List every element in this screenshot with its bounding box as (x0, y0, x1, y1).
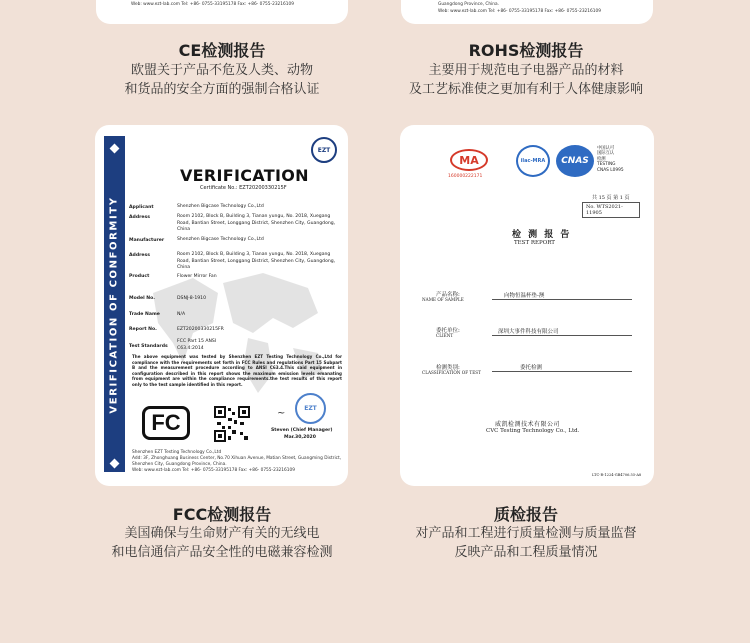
test-report-card (400, 125, 654, 486)
fcc-description (57, 524, 387, 562)
cnas-note-line: 国际互认 (597, 151, 615, 157)
ilac-logo-text: ilac-MRA (520, 158, 546, 164)
ce-desc-line-2: 和货品的安全方面的强制合格认证 (124, 82, 320, 97)
signer: Steven (Chief Manager) (271, 428, 333, 433)
ilac-mra-logo (516, 145, 550, 177)
cma-logo (450, 149, 488, 171)
rohs-desc-line-2: 及工艺标准使之更加有利于人体健康影响 (408, 82, 643, 97)
field-value: DSNJ-8-1910 (177, 296, 207, 301)
field-value: Shenzhen Bigcase Technology Co.,Ltd (177, 204, 264, 209)
fcc-logo-text: FC (151, 410, 181, 435)
field-label: Address (129, 215, 150, 220)
cert-footer-line-1: Shenzhen EZT Testing Technology Co.,Ltd (132, 450, 222, 455)
ezt-footer-line-1: Guangdong Province, China. (438, 2, 499, 7)
cert-footer-line-3: Shenzhen City, Guangdong Province, China. (132, 462, 227, 467)
fcc-title: FCC检测报告 (172, 505, 272, 524)
field-value: FCC Part 15 ANSI C63.4:2014 (177, 339, 217, 351)
field-label: Product (129, 274, 150, 279)
top-left-card (96, 0, 348, 24)
cma-number: 160000222171 (448, 174, 483, 179)
rohs-desc-line-1: 主要用于规范电子电器产品的材料 (428, 63, 624, 78)
ezt-seal-icon (311, 137, 337, 163)
compliance-statement: The above equipment was tested by Shenzhen EZT Testing Technology Co.,Ltd for compliance with the requirements set forth in FCC Rules and regulations Part 15 Subpart B and the measurement procedure according to ANSI C63.4.This said equipment in configuration described in this report shows the maximum emission levels emanating from equipment are within the compliance requirements.the test results of this report only to the test sample identified in this report. (132, 354, 342, 387)
field-label-en: CLIENT (436, 333, 454, 338)
quality-title: 质检报告 (493, 505, 558, 524)
field-value: Flower Mirror Fan (177, 274, 217, 279)
fcc-logo (142, 406, 190, 440)
side-band-text: VERIFICATION OF CONFORMITY (108, 196, 120, 414)
report-title-en: TEST REPORT (514, 240, 555, 246)
cnas-logo-text: CNAS (561, 156, 589, 166)
quality-desc-line-2: 反映产品和工程质量情况 (454, 545, 598, 560)
cnas-note-line: TESTING (597, 162, 616, 168)
field-label-cn: 产品名称: (436, 292, 460, 298)
cnas-note-line: CNAS L0995 (597, 167, 624, 173)
field-label-cn: 检测类别: (436, 365, 460, 371)
cnas-note-line: 检测 (597, 156, 606, 162)
ezt-stamp-icon (295, 393, 326, 424)
seal-label: EZT (317, 146, 331, 154)
field-label: Manufacturer (129, 238, 165, 243)
signature: ~ (277, 408, 286, 419)
cert-footer-line-2: Add: 3F, Zhonghuang Business Center, No.70 Xihuan Avenue, Matian Street, Guangming District, (132, 456, 342, 461)
cnas-notes (597, 146, 624, 173)
rohs-title: ROHS检测报告 (468, 41, 584, 60)
fcc-desc-line-1: 美国确保与生命财产有关的无线电 (124, 526, 320, 541)
form-number: LTC-R-1224-GB4706.55-A8 (592, 473, 642, 477)
testing-org-en: CVC Testing Technology Co., Ltd. (486, 428, 580, 434)
quality-description (361, 524, 691, 562)
field-label: Model No. (129, 296, 156, 301)
top-right-card (401, 0, 653, 24)
ce-title: CE检测报告 (178, 41, 266, 60)
fcc-certificate-card (95, 125, 348, 486)
ezt-footer-line-2: Web: www.ezt-lab.com Tel: +86- 0755-33195178 Fax: +86- 0755-23216109 (438, 9, 601, 14)
field-label: Report No. (129, 327, 157, 332)
cert-footer-line-4: Web: www.ezt-lab.com Tel: +86- 0755-33195178 Fax: +86- 0755-23216109 (132, 468, 295, 473)
sign-date: Mar.30,2020 (284, 435, 316, 440)
field-label-cn: 委托单位: (436, 328, 460, 334)
field-value: N/A (177, 312, 186, 317)
field-value: 向物恒温杯垫-澳 (492, 291, 632, 300)
report-number-box: No. WTS2021-11905 (582, 202, 640, 218)
field-label-en: CLASSIFICATION OF TEST (422, 370, 481, 375)
ce-desc-line-1: 欧盟关于产品不危及人类、动物 (130, 63, 313, 78)
field-label: Trade Name (129, 312, 160, 317)
ce-description (57, 61, 387, 99)
ezt-footer-line: Web: www.ezt-lab.com Tel: +86- 0755-33195178 Fax: +86- 0755-23216109 (131, 2, 294, 7)
field-value: Room 2102, Block B, Building 3, Tianan yungu, No. 2018, Xuegang Road, Bantian Street, Longgang District, Shenzhen City, Guangdong, China (177, 214, 336, 232)
verification-heading: VERIFICATION (180, 166, 309, 185)
fcc-desc-line-2: 和电信通信产品安全性的电磁兼容检测 (111, 545, 333, 560)
field-value: EZT20200330215FR (177, 327, 224, 332)
cnas-note-line: 中国认可 (597, 146, 615, 151)
field-label: Applicant (129, 205, 154, 210)
stamp-label: EZT (304, 405, 317, 412)
field-value: Shenzhen Bigcase Technology Co.,Ltd (177, 237, 264, 242)
report-title-cn: 检 测 报 告 (512, 230, 572, 240)
testing-org-cn: 威凯检测技术有限公司 (495, 421, 561, 428)
field-label: Test Standards (129, 344, 168, 349)
certificate-number: Certificate No.: EZT20200330215F (200, 185, 287, 191)
page-info: 共 15 页 第 1 页 (592, 195, 630, 201)
quality-desc-line-1: 对产品和工程进行质量检测与质量监督 (415, 526, 637, 541)
field-value: Room 2102, Block B, Building 3, Tianan yungu, No. 2018, Xuegang Road, Bantian Street, Longgang District, Shenzhen City, Guangdong, China (177, 252, 336, 270)
field-label: Address (129, 253, 150, 258)
cnas-logo (556, 145, 594, 177)
field-value: 委托检测 (492, 363, 632, 372)
cma-logo-text: MA (459, 153, 479, 167)
qr-code-icon (214, 406, 250, 442)
field-value: 深圳大事件科技有限公司 (492, 327, 632, 336)
rohs-description (361, 61, 691, 99)
field-label-en: NAME OF SAMPLE (422, 297, 464, 302)
